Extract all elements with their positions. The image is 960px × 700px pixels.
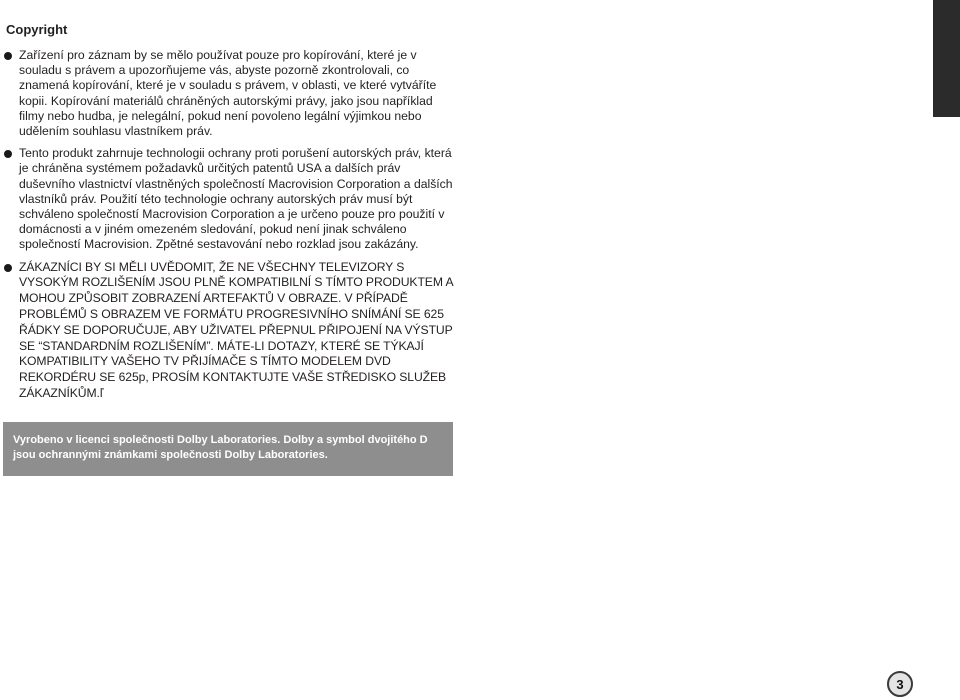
section-heading: Copyright (6, 22, 68, 37)
page-number: 3 (896, 676, 904, 692)
dolby-license-text: Vyrobeno v licenci společnosti Dolby Laboratories. Dolby a symbol dvojitého D jsou ochrannými známkami společnosti Dolby Laboratories. (13, 434, 428, 461)
bullet-dot-icon (4, 150, 12, 158)
bullet-text: Tento produkt zahrnuje technologii ochrany proti porušení autorských práv, která je chráněna systémem požadavků určitých patentů USA a dalších práv duševního vlastnictví vlastněných společností Macrovision Corporation a dalších vlastníků práv. Použití této technologie ochrany autorských práv musí být schváleno společností Macrovision Corporation a je určeno pouze pro použití v domácnosti a v jiném omezeném sledování, pokud není jinak schváleno společností Macrovision. Zpětné sestavování nebo rozklad jsou zakázány. (19, 146, 453, 252)
page-number-badge (887, 671, 913, 697)
bullet-item-recording-notice (4, 48, 456, 139)
bullet-item-macrovision-notice (4, 146, 456, 252)
bullet-dot-icon (4, 52, 12, 60)
bullet-text: ZÁKAZNÍCI BY SI MĚLI UVĚDOMIT, ŽE NE VŠECHNY TELEVIZORY S VYSOKÝM ROZLIŠENÍM JSOU PLNĚ KOMPATIBILNÍ S TÍMTO PRODUKTEM A MOHOU ZPŮSOBIT ZOBRAZENÍ ARTEFAKTŮ V OBRAZE. V PŘÍPADĚ PROBLÉMŮ S OBRAZEM VE FORMÁTU PROGRESIVNÍHO SNÍMÁNÍ SE 625 ŘÁDKY SE DOPORUČUJE, ABY UŽIVATEL PŘEPNUL PŘIPOJENÍ NA VÝSTUP SE “STANDARDNÍM ROZLIŠENÍM”. MÁTE-LI DOTAZY, KTERÉ SE TÝKAJÍ KOMPATIBILITY VAŠEHO TV PŘIJÍMAČE S TÍMTO MODELEM DVD REKORDÉRU SE 625p, PROSÍM KONTAKTUJTE VAŠE STŘEDISKO SLUŽEB ZÁKAZNÍKŮM.ľ (19, 259, 453, 401)
bullet-dot-icon (4, 264, 12, 272)
bullet-list (4, 48, 456, 409)
bullet-item-hdtv-notice (4, 260, 456, 402)
dolby-license-notice (3, 422, 453, 476)
bullet-text: Zařízení pro záznam by se mělo používat pouze pro kopírování, které je v souladu s právem a upozorňujeme vás, abyste pozorně zkontrolovali, co znamená kopírování, které je v souladu s právem, v oblasti, ve které vytváříte kopii. Kopírování materiálů chráněných autorskými právy, jako jsou například filmy nebo hudba, je nelegální, pokud není povoleno legální výjimkou nebo udělením souhlasu vlastníkem práv. (19, 48, 437, 139)
section-tab-marker (933, 0, 960, 117)
